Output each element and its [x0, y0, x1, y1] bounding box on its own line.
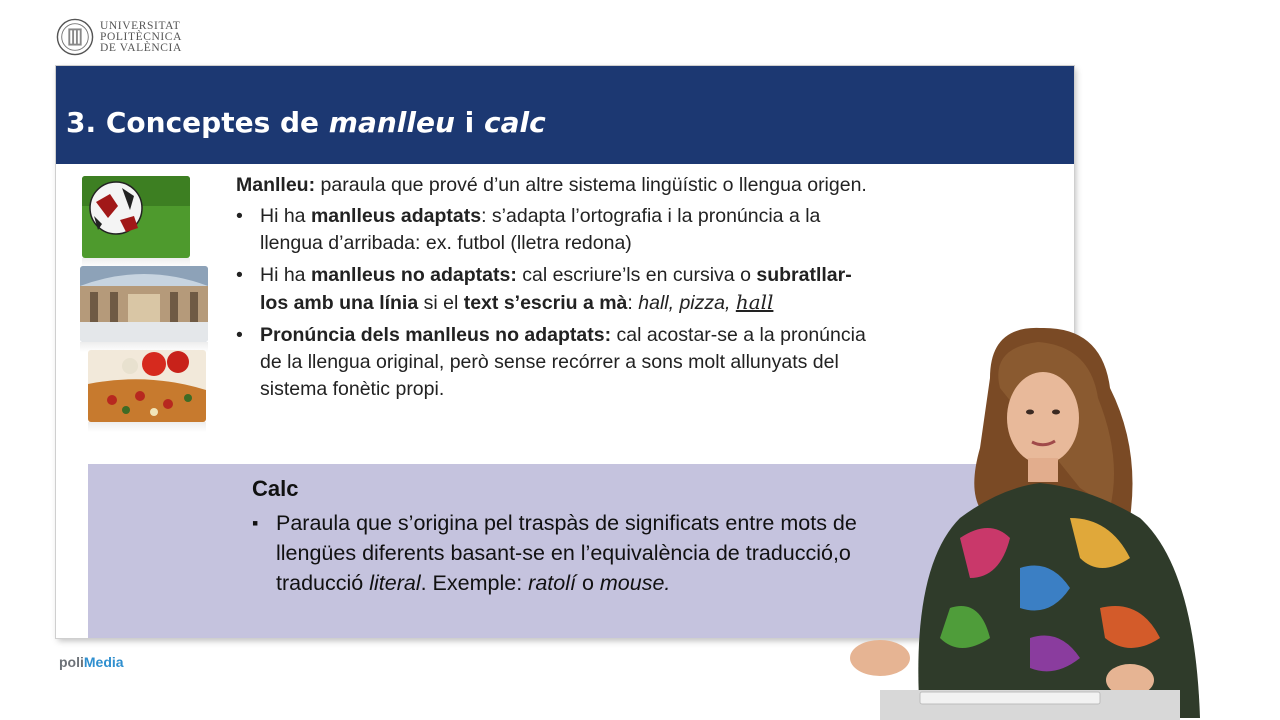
title-mid: i	[454, 106, 485, 139]
manlleu-bullet-list	[236, 203, 876, 403]
manlleu-definition-text: paraula que prové d’un altre sistema lingüístic o llengua origen.	[315, 174, 867, 196]
soccer-ball-image	[82, 176, 190, 258]
manlleu-section	[236, 172, 876, 408]
logo-line-1: UNIVERSITAT	[100, 19, 181, 32]
title-bar	[56, 66, 1074, 164]
bullet-pronunciation	[236, 322, 876, 403]
bullet-bold: subratllar-los amb una línia	[260, 264, 852, 314]
title-term-calc: calc	[484, 106, 546, 139]
bullet-text: : s’adapta l’ortografia i la pronúncia a la llengua d’arribada: ex. futbol (lletra redona)	[260, 205, 821, 254]
bullet-bold: manlleus adaptats	[310, 205, 482, 227]
title-prefix: 3. Conceptes de	[66, 106, 329, 139]
calc-text: o	[575, 571, 600, 595]
calc-italic: mouse.	[599, 571, 671, 595]
bullet-text: cal acostar-se a la pronúncia de la llengua original, però sense recórrer a sons molt allunyats del sistema fonètic propi.	[260, 324, 866, 400]
calc-italic: ratolí	[528, 571, 576, 595]
bullet-text: Hi ha	[260, 205, 311, 227]
bullet-text: cal escriure’ls en cursiva o	[516, 264, 757, 286]
calc-text: Paraula que s’origina pel traspàs de significats entre mots de llengües diferents basant-se en l’equivalència de traducció,o traducció	[276, 511, 857, 595]
pizza-image	[88, 350, 206, 422]
calc-definition	[252, 508, 896, 598]
bullet-text: si el	[418, 292, 464, 314]
polimedia-brand	[59, 654, 124, 670]
slide-title	[66, 106, 546, 139]
palace-interior-image	[80, 266, 208, 342]
bullet-not-adapted	[236, 262, 876, 317]
university-logo	[56, 18, 182, 56]
manlleu-term: Manlleu:	[236, 174, 316, 196]
presenter-person	[840, 318, 1220, 720]
brand-part-poli: poli	[59, 654, 84, 670]
logo-line-2: POLITÈCNICA	[100, 30, 182, 43]
bullet-bold: text s’escriu a mà	[463, 292, 628, 314]
manlleu-definition	[236, 172, 876, 199]
bullet-adapted	[236, 203, 876, 257]
title-term-manlleu: manlleu	[328, 106, 455, 139]
calc-title: Calc	[252, 476, 299, 501]
handwritten-example: hall	[735, 290, 774, 314]
logo-line-3: DE VALÈNCIA	[100, 41, 182, 54]
brand-part-media: Media	[83, 654, 124, 670]
bullet-bold: Pronúncia dels manlleus no adaptats:	[260, 324, 612, 346]
bullet-text: :	[627, 292, 639, 314]
university-seal-icon	[56, 18, 94, 56]
bullet-italic: hall, pizza,	[638, 292, 731, 314]
calc-text: . Exemple:	[420, 571, 529, 595]
calc-italic: literal	[369, 571, 421, 595]
bullet-text: Hi ha	[260, 264, 311, 286]
bullet-bold: manlleus no adaptats:	[310, 264, 517, 286]
